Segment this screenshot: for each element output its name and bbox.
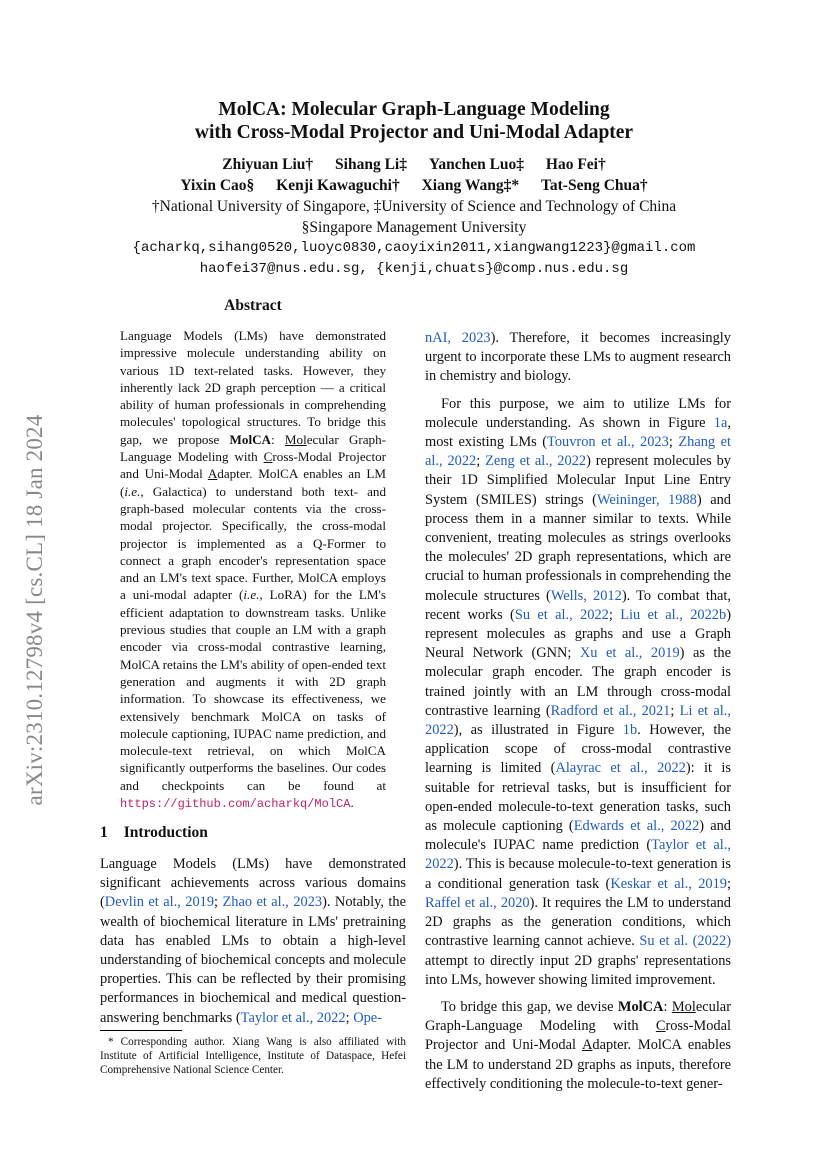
author: Kenji Kawaguchi† — [276, 177, 400, 194]
citation-link[interactable]: Raffel et al., 2020 — [425, 894, 530, 911]
citation-link[interactable]: Radford et al., 2021 — [550, 702, 671, 719]
citation-link[interactable]: Edwards et al., 2022 — [573, 818, 700, 835]
arxiv-sidebar — [17, 370, 53, 850]
citation-link[interactable]: Touvron et al., 2023 — [547, 434, 669, 451]
citation-link[interactable]: Zhang et al., 2022 — [425, 434, 731, 470]
citation-link[interactable]: Taylor et al., 2022 — [240, 1009, 346, 1026]
citation-link[interactable]: Keskar et al., 2019 — [610, 875, 727, 892]
title-line-2: with Cross-Modal Projector and Uni-Modal Adapter — [194, 122, 634, 143]
figure-link[interactable]: 1a — [713, 414, 728, 431]
intro-paragraph-continued: nAI, 2023). Therefore, it becomes increasingly urgent to incorporate these LMs to augment research in chemistry and biology. — [425, 330, 732, 385]
footnote-rule — [100, 1030, 182, 1031]
citation-link[interactable]: Ope- — [353, 1009, 382, 1026]
citation-link[interactable]: Li et al., 2022 — [425, 702, 731, 739]
right-column — [425, 329, 731, 1102]
citation-link[interactable]: Zeng et al., 2022 — [485, 453, 587, 470]
author: Tat-Seng Chua† — [540, 177, 648, 194]
citation-link[interactable]: Wells, 2012 — [550, 587, 622, 604]
body-paragraph: For this purpose, we aim to utilize LMs for molecule understanding. As shown in Figure 1a, most existing LMs (Touvron et al., 2023; Zhang et al., 2022; Zeng et al., 2022) represent molecules by their 1D Simplified Molecular Input Line Entry System (SMILES) strings (Weininger, 1988) and process them in a manner similar to texts. While convenient, treating molecules as strings overlooks the molecules' 2D graph representations, which are crucial to human professionals in comprehending the molecule structures (Wells, 2012). To combat that, recent works (Su et al., 2022; Liu et al., 2022b) represent molecules as graphs and use a Graph Neural Network (GNN; Xu et al., 2019) as the molecular graph encoder. The graph encoder is trained jointly with an LM through cross-modal contrastive learning (Radford et al., 2021; Li et al., 2022), as illustrated in Figure 1b. However, the application scope of cross-modal contrastive learning is limited (Alayrac et al., 2022): it is suitable for retrieval tasks, but is insufficient for open-ended molecule-to-text generation tasks, such as molecule captioning (Edwards et al., 2022) and molecule's IUPAC name prediction (Taylor et al., 2022). This is because molecule-to-text generation is a conditional generation task (Keskar et al., 2019; Raffel et al., 2020). It requires the LM to understand 2D graphs as the generation conditions, which contrastive learning cannot achieve. Su et al. (2022) attempt to directly input 2D graphs' representations into LMs, however showing limited improvement. — [425, 395, 732, 988]
affiliation: †National University of Singapore, ‡University of Science and Technology of China — [151, 198, 677, 215]
arxiv-id: arXiv:2310.12798v4 [cs.CL] 18 Jan 2024 — [22, 414, 47, 806]
citation-link[interactable]: Xu et al., 2019 — [579, 645, 680, 662]
email-line: {acharkq,sihang0520,luoyc0830,caoyixin2011,xiangwang1223}@gmail.com — [132, 240, 696, 256]
code-link[interactable]: https://github.com/acharkq/MolCA — [120, 797, 351, 812]
citation-link[interactable]: Zhao et al., 2023 — [222, 894, 323, 911]
footnote: * Corresponding author. Xiang Wang is also affiliated with Institute of Artificial Intelligence, Institute of Dataspace, Hefei Comprehensive National Science Center. — [100, 1036, 406, 1076]
authors-row-2 — [100, 175, 728, 196]
author: Yanchen Luo‡ — [428, 156, 525, 173]
title-line-1: MolCA: Molecular Graph-Language Modeling — [218, 99, 610, 120]
figure-link[interactable]: 1b — [622, 722, 638, 739]
abstract-heading: Abstract — [224, 297, 282, 314]
citation-link[interactable]: Devlin et al., 2019 — [104, 894, 215, 911]
author-block — [100, 154, 728, 280]
abstract-body: Language Models (LMs) have demonstrated impressive molecule understanding ability on various 1D text-related tasks. However, they inherently lack 2D graph perception — a critical ability of human professionals in comprehending molecules' topological structures. To bridge this gap, we propose MolCA: Molecular Graph-Language Modeling with Cross-Modal Projector and Uni-Modal Adapter. MolCA enables an LM (i.e., Galactica) to understand both text- and graph-based molecular contents via the cross-modal projector. Specifically, the cross-modal projector is implemented as a Q-Former to connect a graph encoder's representation space and an LM's text space. Further, MolCA employs a uni-modal adapter (i.e., LoRA) for the LM's efficient adaptation to downstream tasks. Unlike previous studies that couple an LM with a graph encoder via cross-modal contrastive learning, MolCA retains the LM's ability of open-ended text generation and augments it with 2D graph information. To showcase its effectiveness, we extensively benchmark MolCA on tasks of molecule captioning, IUPAC name prediction, and molecule-text retrieval, on which MolCA significantly outperforms the baselines. Our codes and checkpoints can be found at https://github.com/acharkq/MolCA. — [120, 328, 386, 812]
author: Sihang Li‡ — [335, 156, 407, 173]
intro-paragraph: Language Models (LMs) have demonstrated significant achievements across various domains (Devlin et al., 2019; Zhao et al., 2023). Notably, the wealth of biochemical literature in LMs' pretraining data has enabled LMs to obtain a high-level understanding of biochemical concepts and molecule properties. This can be reflected by their promising performances in biochemical and medical question-answering benchmarks (Taylor et al., 2022; Ope- — [100, 856, 406, 1026]
citation-link[interactable]: Su et al., 2022 — [514, 606, 609, 623]
section-heading: 1 Introduction — [100, 824, 208, 841]
citation-link[interactable]: Liu et al., 2022b — [620, 606, 727, 623]
citation-link[interactable]: Alayrac et al., 2022 — [555, 760, 686, 777]
body-paragraph: To bridge this gap, we devise MolCA: Molecular Graph-Language Modeling with Cross-Modal Projector and Uni-Modal Adapter. MolCA enables the LM to understand 2D graphs as inputs, therefore effectively conditioning the molecule-to-text gener- — [425, 998, 731, 1092]
citation-link[interactable]: Weininger, 1988 — [596, 491, 697, 508]
author: Hao Fei† — [545, 156, 606, 173]
citation-link[interactable]: nAI, 2023 — [425, 330, 491, 346]
author: Xiang Wang‡* — [421, 177, 520, 194]
paper-title — [100, 98, 728, 144]
affiliation: §Singapore Management University — [301, 219, 527, 236]
author: Yixin Cao§ — [180, 177, 255, 194]
author: Zhiyuan Liu† — [222, 156, 314, 173]
citation-link[interactable]: Taylor et al., 2022 — [425, 837, 732, 873]
citation-link[interactable]: Su et al. (2022) — [639, 933, 731, 950]
authors-row-1 — [100, 154, 728, 175]
email-line: haofei37@nus.edu.sg, {kenji,chuats}@comp.nus.edu.sg — [199, 261, 629, 277]
